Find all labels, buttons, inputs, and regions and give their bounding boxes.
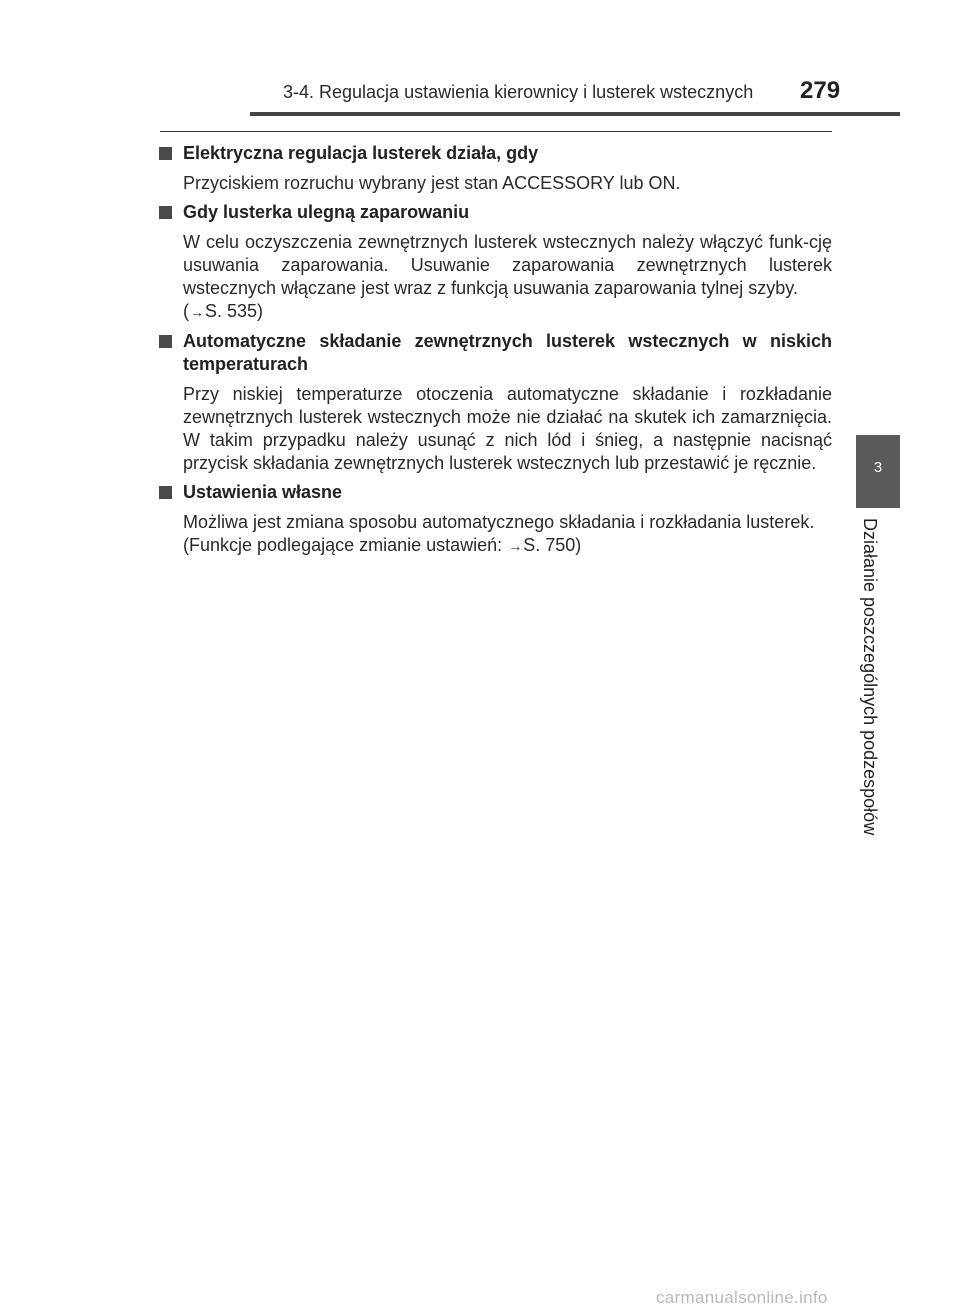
section-heading	[158, 201, 832, 224]
section-heading	[158, 330, 832, 376]
section-heading	[158, 142, 832, 165]
page-header-title: 3-4. Regulacja ustawienia kierownicy i lusterek wstecznych	[283, 82, 754, 102]
section-body-text: Możliwa jest zmiana sposobu automatycznego składania i rozkładania lusterek.	[183, 512, 815, 532]
watermark: carmanualsonline.info	[656, 1288, 828, 1307]
page-number: 279	[800, 77, 841, 104]
chapter-tab	[856, 435, 900, 508]
chapter-label-text: Działanie poszczególnych podzespołów	[860, 518, 880, 836]
reference-open: (	[183, 301, 189, 321]
section-body	[158, 231, 832, 324]
reference-text: S. 750)	[523, 535, 582, 555]
page-reference	[183, 300, 832, 324]
section-body-text: W celu oczyszczenia zewnętrznych lusterek wstecznych należy włączyć funk-cję usuwania zaparowania. Usuwanie zaparowania zewnętrznych lusterek wstecznych włączane jest wraz z funkcją usuwania zaparowania tylnej szyby.	[183, 232, 832, 298]
section-body	[158, 172, 832, 195]
square-bullet-icon	[159, 335, 172, 348]
section-body-text: Przy niskiej temperaturze otoczenia automatyczne składanie i rozkładanie zewnętrznych lusterek wstecznych może nie działać na skutek ich zamarznięcia. W takim przypadku należy usunąć z nich lód i śnieg, a następnie nacisnąć przycisk składania zewnętrznych lusterek wstecznych lub przestawić je ręcznie.	[183, 384, 832, 473]
chapter-side-label	[860, 518, 890, 858]
section-body	[158, 511, 832, 558]
page-reference	[183, 534, 832, 558]
section-mirror-defogging	[158, 201, 832, 324]
section-heading-text: Ustawienia własne	[183, 482, 343, 502]
section-mirror-adjustment	[158, 142, 832, 195]
reference-open: (Funkcje podlegające zmianie ustawień:	[183, 535, 508, 555]
section-custom-settings	[158, 481, 832, 558]
section-heading-text: Gdy lusterka ulegną zaparowaniu	[183, 202, 470, 222]
square-bullet-icon	[159, 147, 172, 160]
arrow-right-icon: →	[190, 304, 204, 320]
section-heading-text: Automatyczne składanie zewnętrznych lusterek wstecznych w niskich temperaturach	[183, 331, 832, 374]
page-content	[158, 142, 832, 564]
reference-text: S. 535)	[205, 301, 264, 321]
header-rule	[250, 112, 900, 116]
section-body-text: Przyciskiem rozruchu wybrany jest stan ACCESSORY lub ON.	[183, 173, 681, 193]
section-heading	[158, 481, 832, 504]
section-body	[158, 383, 832, 475]
content-divider	[160, 131, 832, 132]
section-heading-text: Elektryczna regulacja lusterek działa, gdy	[183, 143, 539, 163]
arrow-right-icon: →	[508, 538, 523, 554]
square-bullet-icon	[159, 486, 172, 499]
square-bullet-icon	[159, 206, 172, 219]
section-automatic-folding	[158, 330, 832, 475]
chapter-number: 3	[873, 459, 883, 476]
